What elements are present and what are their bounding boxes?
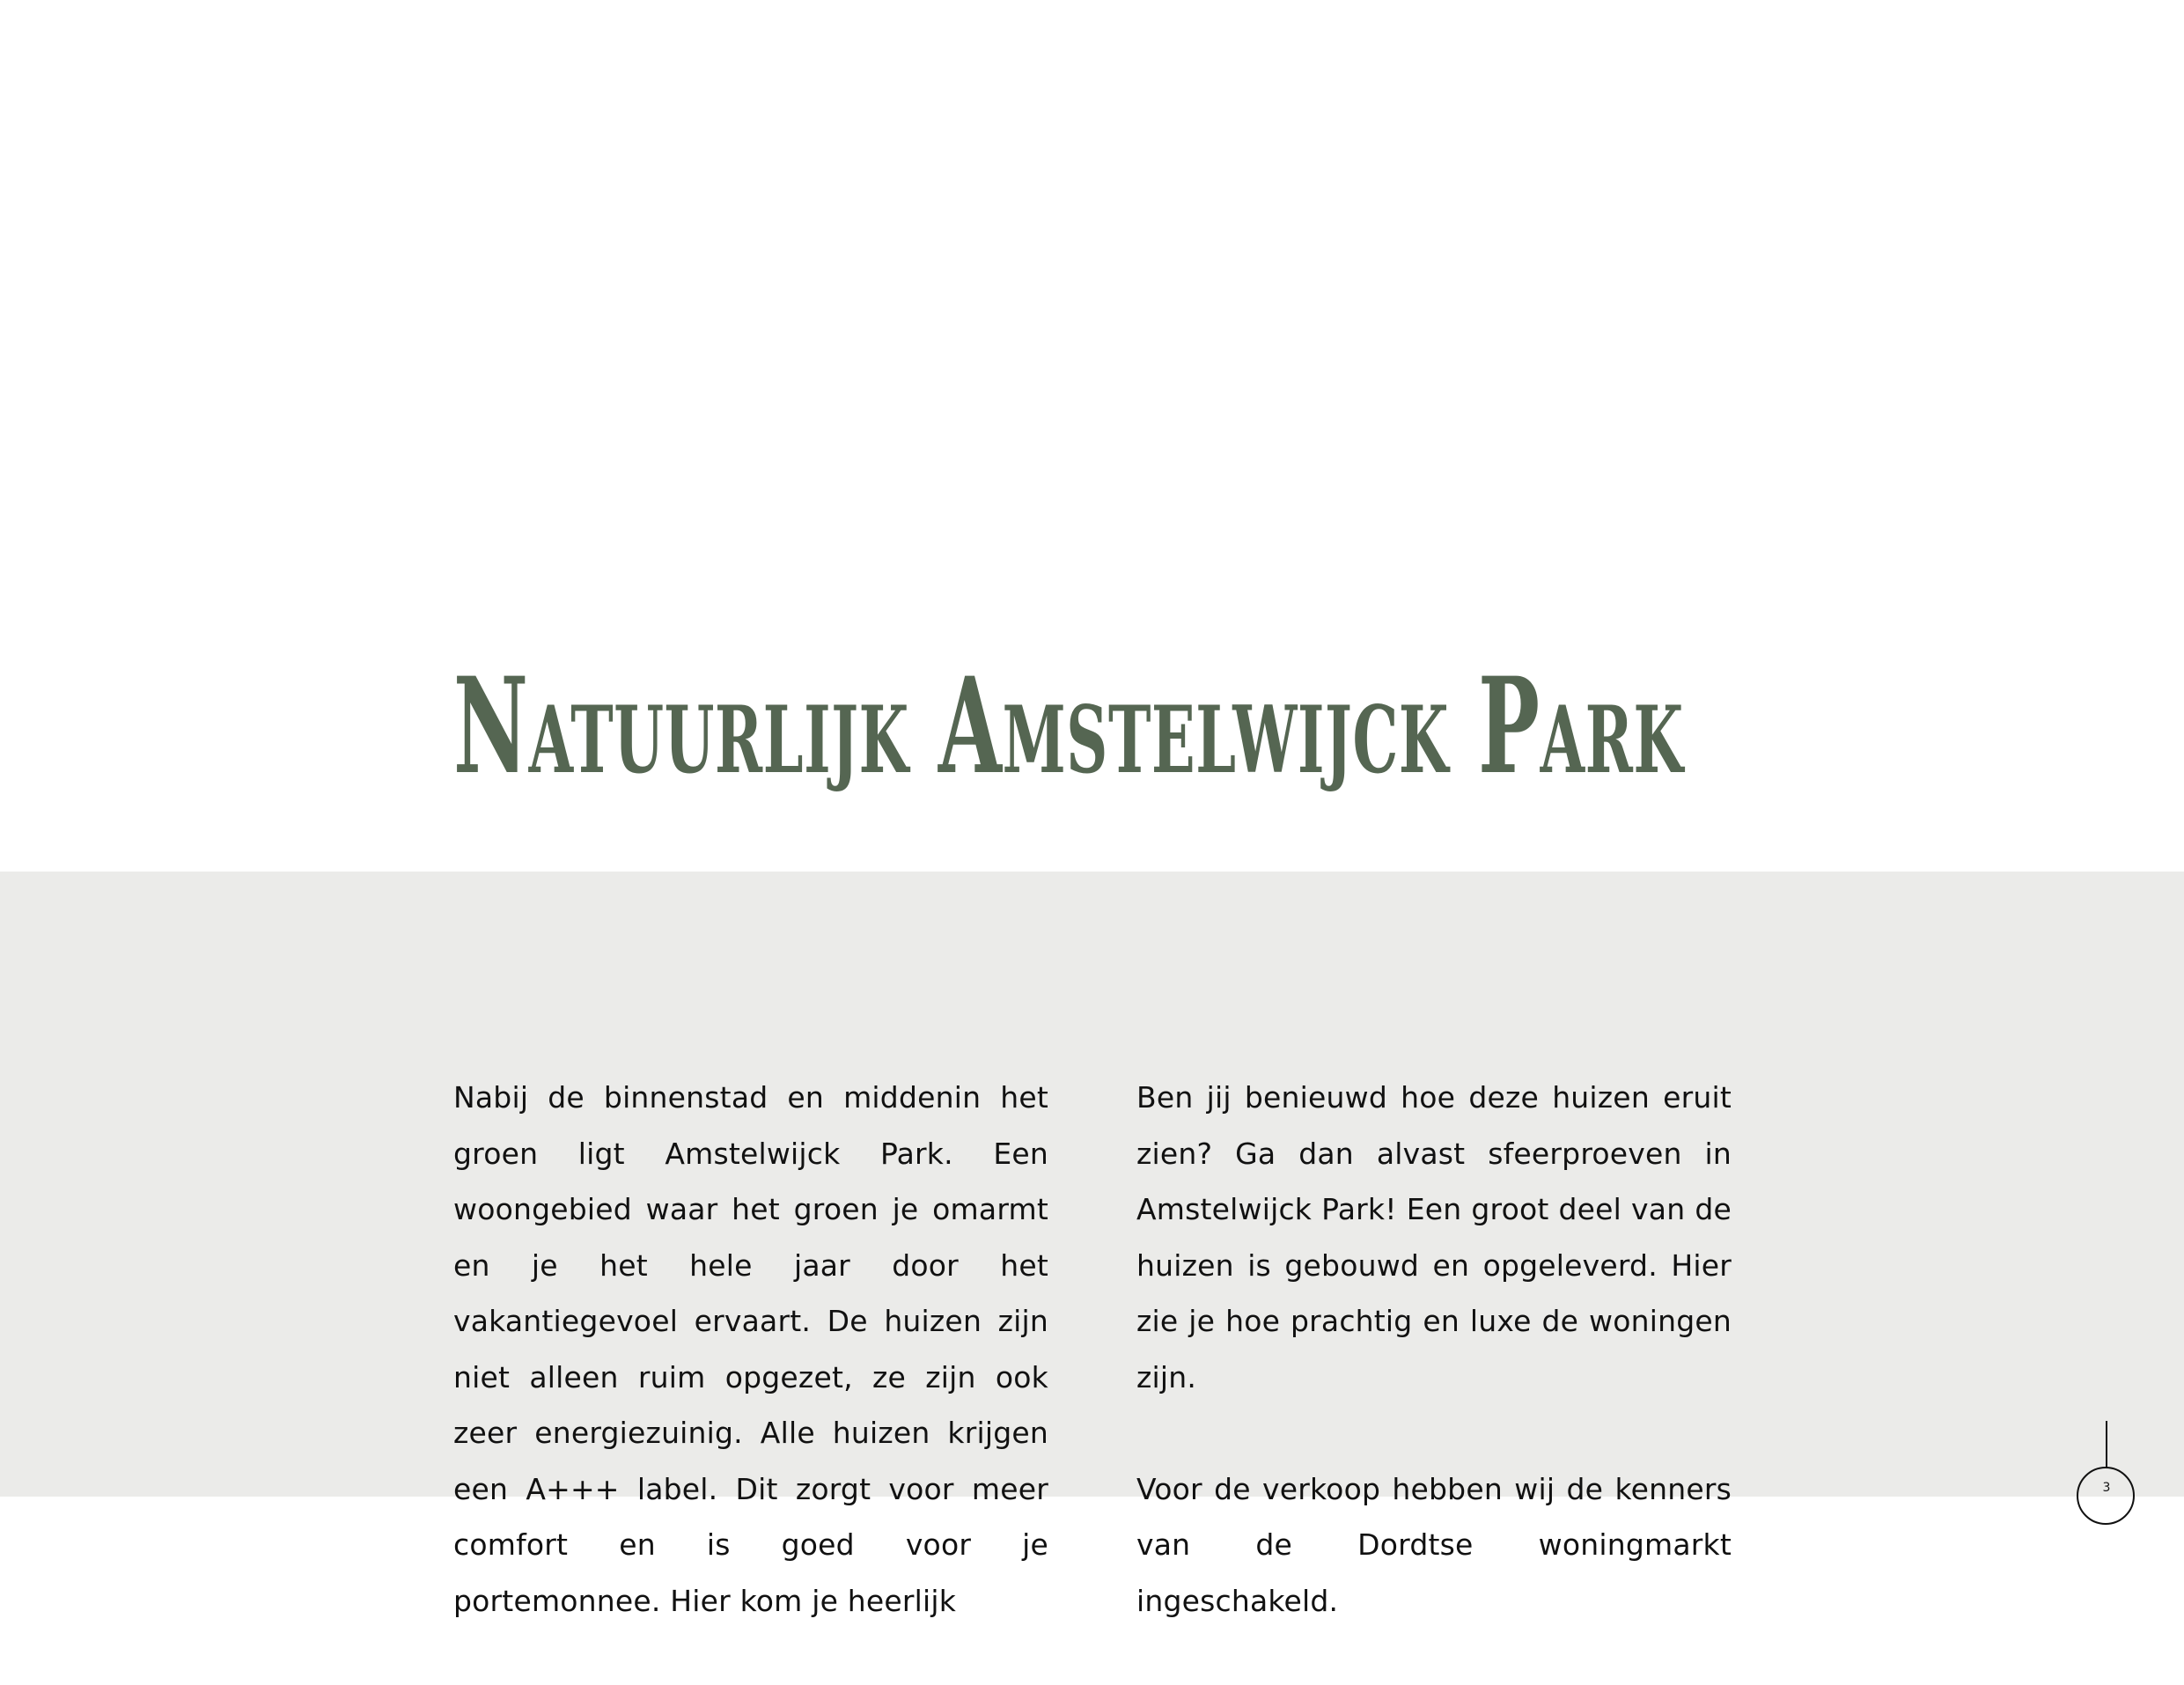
right-text-column <box>1136 1070 1732 1685</box>
page-marker-circle <box>2077 1467 2135 1525</box>
page-title: Natuurlijk Amstelwijck Park <box>453 649 1684 804</box>
page-marker-line <box>2106 1421 2107 1468</box>
content-section <box>0 872 2184 1618</box>
page-number-marker <box>2077 1421 2136 1497</box>
page-number: 3 <box>2102 1481 2111 1495</box>
right-paragraph-one: Ben jij benieuwd hoe deze huizen eruit zien? Ga dan alvast sfeerproeven in Amstelwijck Park! Een groot deel van de huizen is gebouwd en opgeleverd. Hier zie je hoe prachtig en luxe de woningen zijn. <box>1136 1080 1732 1394</box>
right-paragraph-two: Voor de verkoop hebben wij de kenners van de Dordtse woningmarkt ingeschakeld. <box>1136 1471 1732 1618</box>
left-paragraph: Nabij de binnenstad en middenin het groen ligt Amstelwijck Park. Een woongebied waar het groen je omarmt en je het hele jaar door het vakantiegevoel ervaart. De huizen zijn niet alleen ruim opgezet, ze zijn ook zeer energiezuinig. Alle huizen krijgen een A+++ label. Dit zorgt voor meer comfort en is goed voor je portemonnee. Hier kom je heerlijk <box>453 1080 1048 1618</box>
left-text-column <box>453 1070 1048 1685</box>
